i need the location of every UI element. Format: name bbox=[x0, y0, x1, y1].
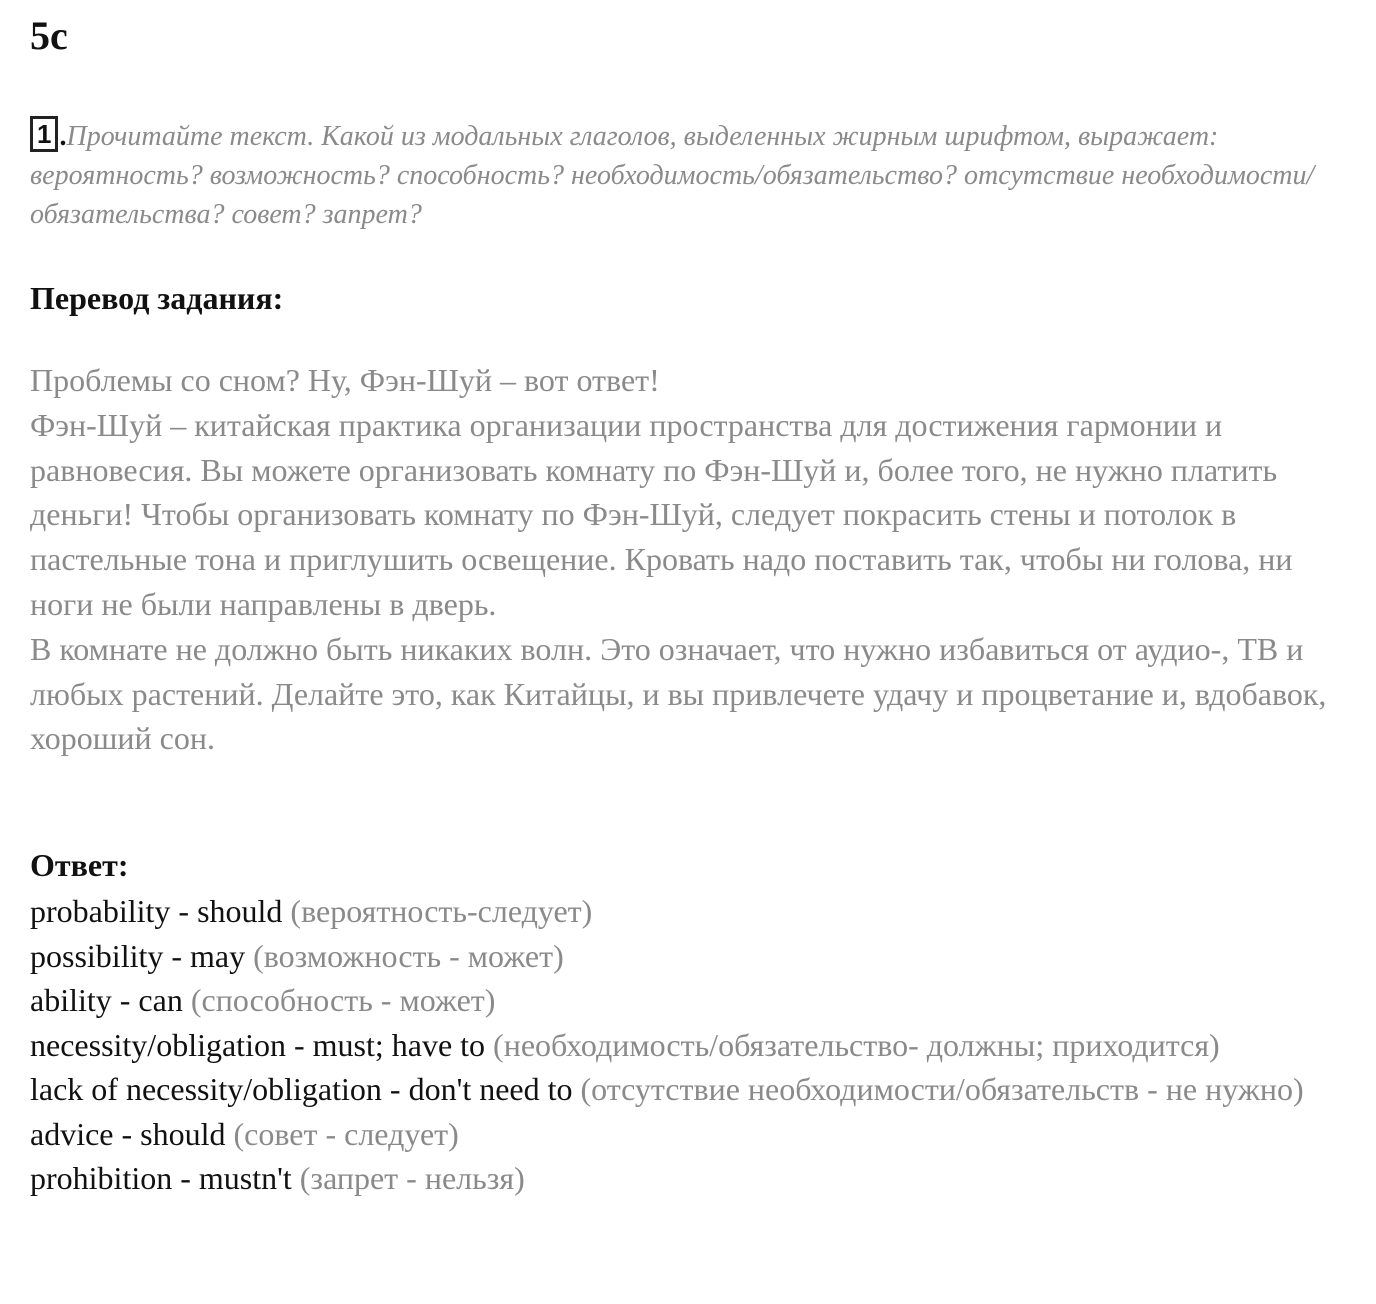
answer-item bbox=[30, 1156, 1350, 1201]
answer-english: advice - should bbox=[30, 1115, 226, 1152]
section-title: 5c bbox=[30, 13, 68, 58]
translation-text bbox=[30, 358, 1350, 761]
answer-item bbox=[30, 1023, 1350, 1068]
answer-russian: (совет - следует) bbox=[233, 1115, 459, 1152]
task-number-dot: . bbox=[59, 121, 67, 152]
answer-english: possibility - may bbox=[30, 937, 246, 974]
answer-english: prohibition - mustn't bbox=[30, 1160, 292, 1196]
task-instruction bbox=[30, 116, 1350, 234]
answer-english: ability - can bbox=[30, 982, 183, 1018]
translation-paragraph: Проблемы со сном? Ну, Фэн-Шуй – вот ответ! bbox=[30, 362, 660, 398]
answer-english: necessity/obligation - must; have to bbox=[30, 1026, 486, 1063]
task-text: Прочитайте текст. Какой из модальных глаголов, выделенных жирным шрифтом, выражает: вероятность? возможность? способность? необходимость/обязательство? отсутствие необходимости/обязательства? совет? запрет? bbox=[30, 121, 1315, 230]
answer-russian: (необходимость/обязательство- должны; приходится) bbox=[493, 1026, 1220, 1063]
answer-item bbox=[30, 934, 1350, 979]
answer-english: probability - should bbox=[30, 893, 283, 929]
answer-list bbox=[30, 889, 1350, 1201]
answer-russian: (запрет - нельзя) bbox=[299, 1160, 525, 1196]
translation-paragraph: Фэн-Шуй – китайская практика организации пространства для достижения гармонии и равновесия. Вы можете организовать комнату по Фэн-Шуй и, более того, не нужно платить деньги! Чтобы организовать комнату по Фэн-Шуй, следует покрасить стены и потолок в пастельные тона и приглушить освещение. Кровать надо поставить так, чтобы ни голова, ни ноги не были направлены в дверь. bbox=[30, 406, 1293, 622]
answer-item bbox=[30, 889, 1350, 934]
answer-english: lack of necessity/obligation - don't need to bbox=[30, 1071, 573, 1107]
answer-russian: (вероятность-следует) bbox=[290, 893, 593, 929]
translation-heading: Перевод задания: bbox=[30, 280, 284, 316]
translation-paragraph: В комнате не должно быть никаких волн. Это означает, что нужно избавиться от аудио-, ТВ и любых растений. Делайте это, как Китайцы, и вы привлечете удачу и процветание и, вдобавок, хороший сон. bbox=[30, 630, 1327, 757]
answer-russian: (отсутствие необходимости/обязательств - не нужно) bbox=[580, 1071, 1304, 1107]
task-number-box: 1 bbox=[30, 116, 58, 152]
answer-item bbox=[30, 1067, 1350, 1112]
answer-heading: Ответ: bbox=[30, 847, 129, 883]
answer-russian: (возможность - может) bbox=[253, 937, 564, 974]
answer-item bbox=[30, 978, 1350, 1023]
answer-item bbox=[30, 1112, 1350, 1157]
answer-russian: (способность - может) bbox=[190, 982, 496, 1018]
